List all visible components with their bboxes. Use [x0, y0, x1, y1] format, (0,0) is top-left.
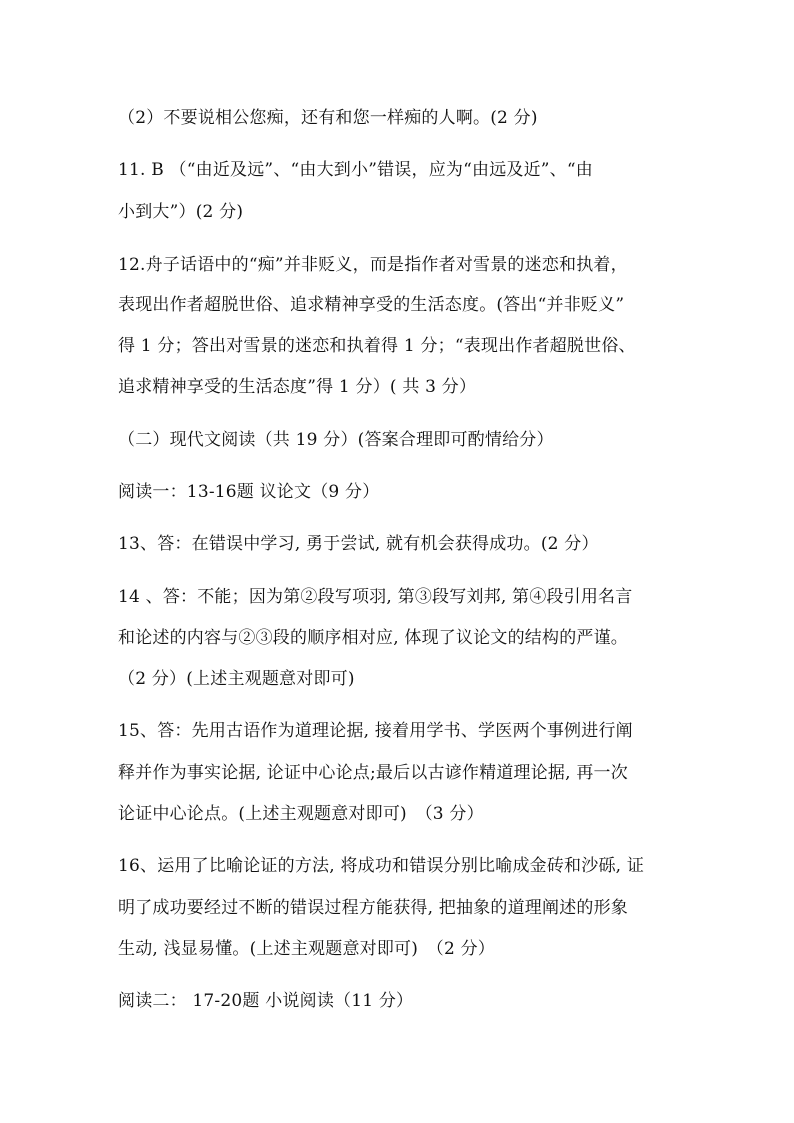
text-line: 明了成功要经过不断的错误过程方能获得, 把抽象的道理阐述的形象	[118, 898, 629, 918]
text-line: 追求精神享受的生活态度”得 1 分）( 共 3 分）	[118, 377, 477, 397]
text-line: 表现出作者超脱世俗、追求精神享受的生活态度。(答出“并非贬义”	[118, 295, 625, 315]
text-line: 释并作为事实论据, 论证中心论点;最后以古谚作精道理论据, 再一次	[118, 763, 628, 783]
subsection-heading: 阅读一：13-16题 议论文（9 分）	[118, 482, 380, 502]
text-line: 15、答：先用古语作为道理论据, 接着用学书、学医两个事例进行阐	[118, 721, 633, 741]
text-line: 和论述的内容与②③段的顺序相对应, 体现了议论文的结构的严谨。	[118, 628, 629, 648]
text-line: 13、答：在错误中学习, 勇于尝试, 就有机会获得成功。(2 分）	[118, 534, 599, 554]
text-line: 得 1 分；答出对雪景的迷恋和执着得 1 分；“表现出作者超脱世俗、	[118, 336, 636, 356]
text-line: 11. B （“由近及远”、“由大到小”错误，应为“由远及近”、“由	[118, 160, 593, 180]
text-line: 16、运用了比喻论证的方法, 将成功和错误分别比喻成金砖和沙砾, 证	[118, 856, 645, 876]
text-line: 小到大”）(2 分)	[118, 202, 244, 222]
subsection-heading: 阅读二： 17-20题 小说阅读（11 分）	[118, 991, 414, 1011]
text-line: （2 分）(上述主观题意对即可)	[118, 669, 355, 689]
text-line: 12.舟子话语中的“痴”并非贬义，而是指作者对雪景的迷恋和执着，	[118, 255, 628, 275]
text-line: 论证中心论点。(上述主观题意对即可) （3 分）	[118, 804, 484, 824]
text-line: （2）不要说相公您痴，还有和您一样痴的人啊。(2 分)	[118, 108, 538, 128]
text-line: 14 、答：不能；因为第②段写项羽, 第③段写刘邦, 第④段引用名言	[118, 587, 633, 607]
section-heading: （二）现代文阅读（共 19 分）(答案合理即可酌情给分）	[118, 430, 554, 450]
text-line: 生动, 浅显易懂。(上述主观题意对即可) （2 分）	[118, 939, 495, 959]
